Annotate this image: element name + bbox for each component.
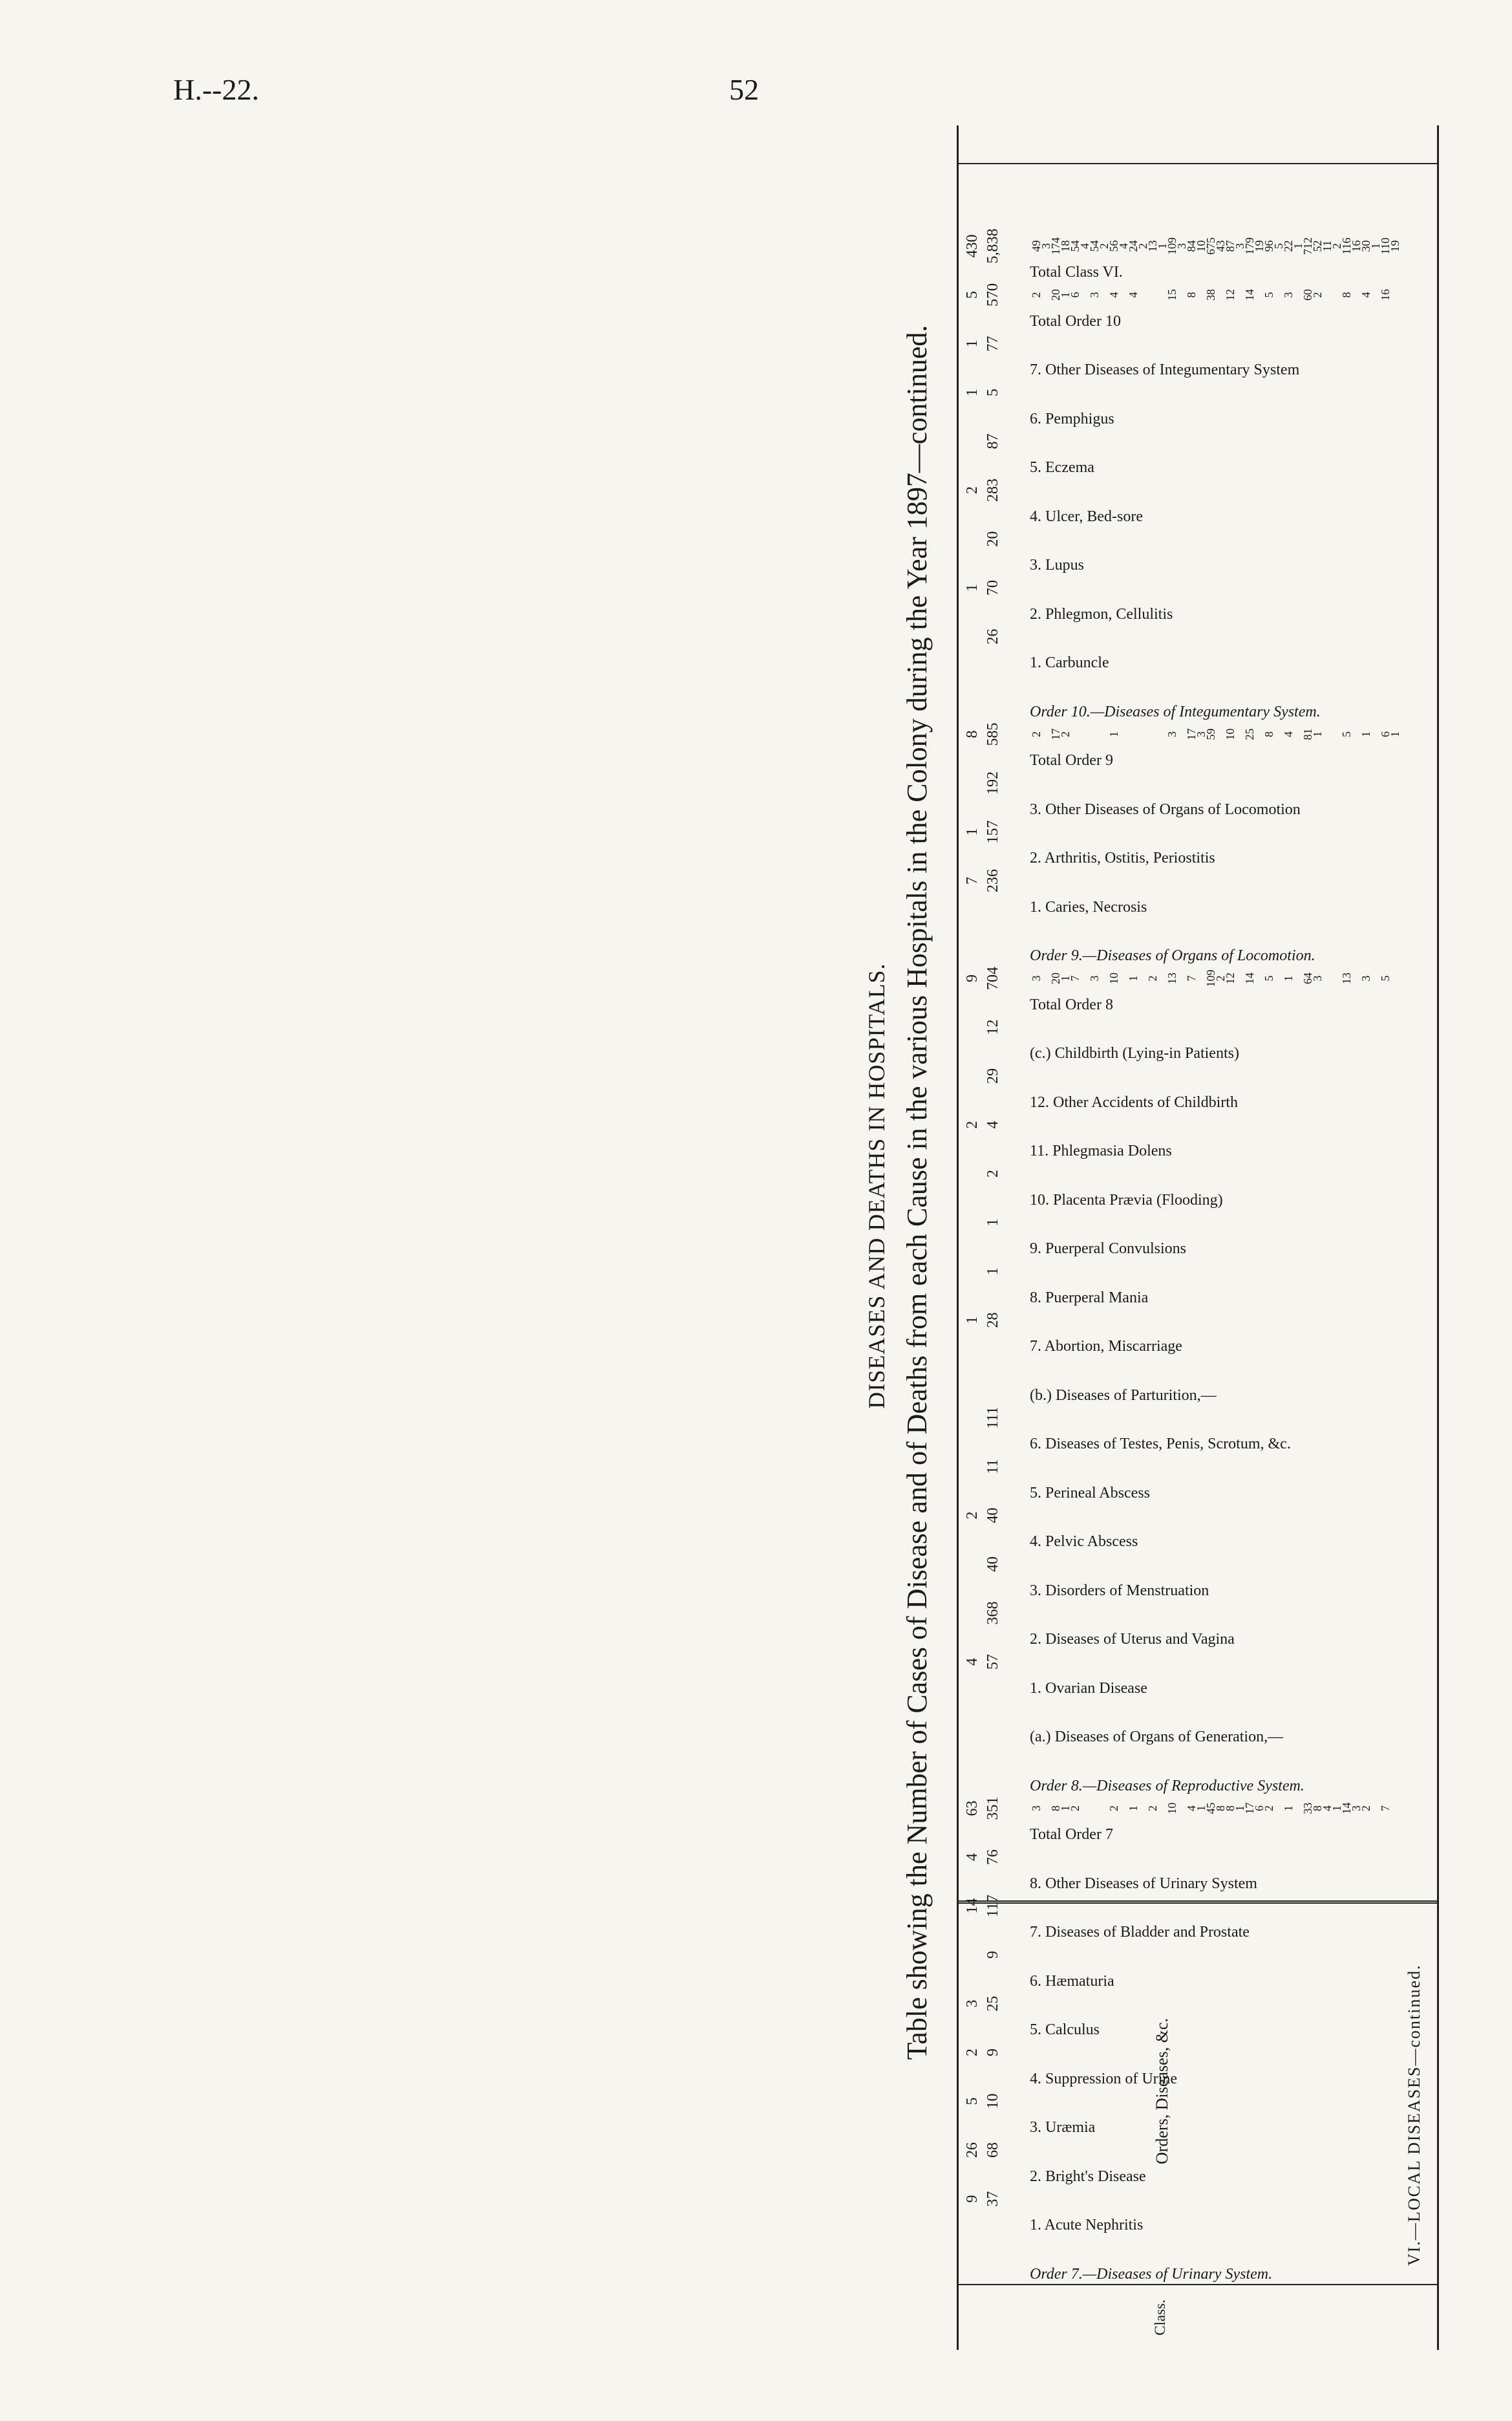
hospital-total-deaths: 5: [1272, 243, 1285, 249]
row-label: 12. Other Accidents of Childbirth: [1030, 1094, 1238, 1111]
hospital-total-cases: 20: [1049, 289, 1062, 301]
total-cases-value: 37: [985, 2191, 1001, 2207]
hospital-total-cases: 10: [1107, 973, 1120, 984]
hospital-total-cases: 96: [1262, 240, 1275, 252]
hospital-total-deaths: 3: [1311, 975, 1324, 982]
hospital-total-deaths: 4: [1078, 243, 1091, 249]
row-label: 8. Other Diseases of Urinary System: [1030, 1875, 1257, 1892]
hospital-total-cases: 13: [1340, 973, 1353, 984]
total-cases-value: 40: [985, 1556, 1001, 1572]
hospital-total-cases: 116: [1340, 237, 1353, 255]
total-deaths-value: 4: [964, 1853, 981, 1861]
hospital-total-cases: 54: [1088, 240, 1101, 252]
row-label: 7. Diseases of Bladder and Prostate: [1030, 1924, 1250, 1941]
hospital-total-cases: 10: [1166, 1802, 1178, 1814]
total-cases-value: 570: [985, 283, 1001, 307]
row-label: 2. Diseases of Uterus and Vagina: [1030, 1631, 1235, 1648]
row-label: 5. Eczema: [1030, 459, 1094, 477]
hospital-total-cases: 14: [1340, 1802, 1353, 1814]
hospital-total-cases: 4: [1107, 292, 1120, 298]
total-cases-value: 26: [985, 629, 1001, 645]
hospital-total-cases: 22: [1282, 240, 1295, 252]
row-label: 2. Phlegmon, Cellulitis: [1030, 606, 1173, 623]
total-cases-value: 704: [985, 967, 1001, 990]
grid-line: [959, 163, 1437, 164]
hospital-total-cases: 24: [1127, 240, 1140, 252]
row-label: 11. Phlegmasia Dolens: [1030, 1143, 1172, 1160]
row-label: 3. Other Diseases of Organs of Locomotion: [1030, 801, 1301, 818]
total-cases-value: 236: [985, 869, 1001, 892]
total-cases-value: 87: [985, 433, 1001, 449]
hospital-total-cases: 59: [1204, 728, 1217, 740]
hospital-total-cases: 174: [1049, 237, 1062, 255]
total-row-label: Total Order 7: [1030, 1826, 1113, 1844]
row-label: 5. Calculus: [1030, 2021, 1100, 2039]
row-label: 4. Suppression of Urine: [1030, 2071, 1177, 2087]
total-cases-value: 2: [985, 1170, 1001, 1178]
hospital-total-cases: 30: [1359, 240, 1372, 252]
total-deaths-value: 2: [964, 486, 981, 494]
hospital-total-deaths: 18: [1059, 240, 1072, 252]
hospital-total-deaths: 1: [1389, 731, 1401, 737]
hospital-total-cases: 2: [1359, 1805, 1372, 1811]
page-number: 52: [729, 73, 759, 106]
total-deaths-value: 2: [964, 2049, 981, 2056]
hospital-total-cases: 33: [1301, 1802, 1314, 1814]
hospital-total-cases: 5: [1379, 975, 1392, 982]
total-cases-value: 9: [985, 1951, 1001, 1959]
total-row-label: Total Order 9: [1030, 752, 1113, 769]
hospital-total-cases: 6: [1379, 731, 1392, 737]
row-label: 3. Disorders of Menstruation: [1030, 1582, 1209, 1599]
total-deaths-value: 8: [964, 730, 981, 738]
hospital-total-cases: 60: [1301, 289, 1314, 301]
hospital-total-cases: 109: [1166, 237, 1178, 255]
order-heading: Order 9.—Diseases of Organs of Locomotion.: [1030, 947, 1315, 965]
hospital-total-cases: 3: [1282, 292, 1295, 298]
total-cases-value: 57: [985, 1654, 1001, 1670]
hospital-total-deaths: 1: [1156, 243, 1169, 249]
hospital-total-deaths: 1: [1059, 1805, 1072, 1811]
hospital-total-cases: 712: [1301, 237, 1314, 255]
total-cases-value: 5,838: [985, 228, 1001, 264]
total-deaths-value: 1: [964, 584, 981, 592]
row-label: 1. Acute Nephritis: [1030, 2217, 1144, 2234]
hospital-total-deaths: 1: [1330, 1805, 1343, 1811]
row-label: 1. Carbuncle: [1030, 654, 1109, 672]
total-deaths-value: 430: [964, 234, 981, 258]
row-label: 3. Lupus: [1030, 557, 1084, 574]
total-cases-value: 25: [985, 1996, 1001, 2012]
hospital-total-cases: 179: [1243, 237, 1256, 255]
hospital-total-cases: 1: [1282, 975, 1295, 982]
total-deaths-value: 2: [964, 1121, 981, 1129]
total-deaths-value: 1: [964, 389, 981, 396]
order-heading: Order 7.—Diseases of Urinary System.: [1030, 2266, 1273, 2283]
total-deaths-value: 5: [964, 291, 981, 299]
hospital-total-cases: 3: [1030, 975, 1043, 982]
hospital-total-deaths: 43: [1214, 240, 1227, 252]
class-label: VI.—LOCAL DISEASES—continued.: [1405, 1964, 1423, 2266]
row-label: 7. Abortion, Miscarriage: [1030, 1338, 1182, 1355]
total-cases-value: 351: [985, 1796, 1001, 1820]
total-cases-value: 29: [985, 1068, 1001, 1084]
total-row-label: Total Order 8: [1030, 996, 1113, 1013]
hospital-total-cases: 3: [1359, 975, 1372, 982]
hospital-total-cases: 17: [1243, 1802, 1256, 1814]
row-label: 6. Hæmaturia: [1030, 1973, 1114, 1990]
hospital-total-deaths: 1: [1292, 243, 1304, 249]
hospital-total-cases: 8: [1262, 731, 1275, 737]
hospital-total-cases: 64: [1301, 973, 1314, 984]
total-cases-value: 1: [985, 1218, 1001, 1227]
hospital-total-cases: 49: [1030, 240, 1043, 252]
row-label: (c.) Childbirth (Lying-in Patients): [1030, 1045, 1239, 1062]
hospital-total-deaths: 1: [1059, 975, 1072, 982]
total-cases-value: 11: [985, 1459, 1001, 1474]
hospital-total-cases: 8: [1224, 1805, 1237, 1811]
row-label: 4. Pelvic Abscess: [1030, 1533, 1138, 1551]
hospital-total-cases: 4: [1127, 292, 1140, 298]
hospital-total-deaths: 1: [1195, 1805, 1208, 1811]
hospital-total-cases: 7: [1379, 1805, 1392, 1811]
total-cases-value: 76: [985, 1849, 1001, 1865]
total-cases-value: 28: [985, 1312, 1001, 1328]
hospital-total-deaths: 1: [1233, 1805, 1246, 1811]
hospital-total-cases: 1: [1107, 731, 1120, 737]
row-label: 1. Caries, Necrosis: [1030, 899, 1147, 916]
hospital-total-cases: 13: [1146, 240, 1159, 252]
hospital-total-deaths: 2: [1214, 975, 1227, 982]
total-cases-value: 40: [985, 1507, 1001, 1523]
total-deaths-value: 9: [964, 974, 981, 982]
table-subtitle: Table showing the Number of Cases of Disease and of Deaths from each Cause in the various Hospitals in the Colony during the Year 1897—continued.: [901, 325, 933, 2060]
hospital-total-cases: 4: [1185, 1805, 1198, 1811]
hospital-total-deaths: 2: [1311, 292, 1324, 298]
total-deaths-value: 1: [964, 828, 981, 836]
row-label: 4. Ulcer, Bed-sore: [1030, 508, 1143, 525]
total-cases-value: 1: [985, 1267, 1001, 1275]
hospital-table: [957, 125, 1439, 2350]
hospital-total-cases: 2: [1262, 1805, 1275, 1811]
total-cases-value: 283: [985, 479, 1001, 502]
hospital-total-cases: 12: [1224, 289, 1237, 301]
hospital-total-deaths: 16: [1350, 240, 1363, 252]
hospital-total-cases: 5: [1340, 731, 1353, 737]
hospital-total-deaths: 2: [1330, 243, 1343, 249]
hospital-total-cases: 10: [1224, 728, 1237, 740]
hospital-total-deaths: 19: [1253, 240, 1266, 252]
total-deaths-value: 5: [964, 2097, 981, 2105]
hospital-total-deaths: 2: [1136, 243, 1149, 249]
hospital-total-cases: 8: [1340, 292, 1353, 298]
hospital-total-deaths: 19: [1389, 240, 1401, 252]
hospital-total-cases: 2: [1146, 975, 1159, 982]
hospital-total-cases: 4: [1359, 292, 1372, 298]
hospital-total-cases: 16: [1379, 289, 1392, 301]
hospital-total-cases: 2: [1146, 1805, 1159, 1811]
hospital-total-cases: 14: [1243, 973, 1256, 984]
report-reference: H.--22.: [173, 73, 259, 106]
hospital-total-cases: 13: [1166, 973, 1178, 984]
total-cases-value: 117: [985, 1894, 1001, 1918]
hospital-total-deaths: 6: [1253, 1805, 1266, 1811]
hospital-total-cases: 12: [1224, 973, 1237, 984]
hospital-total-deaths: 3: [1350, 1805, 1363, 1811]
hospital-total-cases: 8: [1185, 292, 1198, 298]
row-label: (a.) Diseases of Organs of Generation,—: [1030, 1728, 1284, 1746]
row-label: (b.) Diseases of Parturition,—: [1030, 1387, 1217, 1404]
hospital-total-cases: 17: [1185, 728, 1198, 740]
total-cases-value: 77: [985, 336, 1001, 352]
hospital-total-cases: 109: [1204, 969, 1217, 987]
total-cases-value: 70: [985, 580, 1001, 596]
grid-line: [959, 2284, 1437, 2285]
total-row-label: Total Order 10: [1030, 313, 1121, 330]
total-cases-value: 157: [985, 820, 1001, 844]
order-heading: Order 8.—Diseases of Reproductive System.: [1030, 1778, 1304, 1794]
total-deaths-value: 4: [964, 1658, 981, 1666]
hospital-total-cases: 5: [1262, 975, 1275, 982]
hospital-total-cases: 3: [1166, 731, 1178, 737]
total-cases-value: 192: [985, 771, 1001, 795]
hospital-total-deaths: 1: [1369, 243, 1382, 249]
total-cases-value: 5: [985, 389, 1001, 396]
total-deaths-value: 63: [964, 1800, 981, 1816]
hospital-total-cases: 1: [1359, 731, 1372, 737]
hospital-total-deaths: 2: [1098, 243, 1111, 249]
hospital-total-cases: 84: [1185, 240, 1198, 252]
hospital-total-deaths: 1: [1059, 292, 1072, 298]
hospital-total-deaths: 3: [1175, 243, 1188, 249]
hospital-total-cases: 4: [1321, 1805, 1334, 1811]
total-cases-value: 12: [985, 1019, 1001, 1035]
hospital-total-deaths: 3: [1195, 731, 1208, 737]
order-heading: Order 10.—Diseases of Integumentary System.: [1030, 704, 1321, 720]
hospital-total-deaths: 8: [1214, 1805, 1227, 1811]
class-header: Class.: [1152, 2299, 1168, 2336]
total-cases-value: 9: [985, 2049, 1001, 2056]
hospital-total-cases: 56: [1107, 240, 1120, 252]
total-row-label: Total Class VI.: [1030, 264, 1123, 281]
hospital-total-deaths: 3: [1233, 243, 1246, 249]
total-cases-value: 368: [985, 1601, 1001, 1625]
row-label: 5. Perineal Abscess: [1030, 1485, 1150, 1501]
hospital-total-cases: 7: [1069, 975, 1081, 982]
hospital-total-cases: 17: [1049, 728, 1062, 740]
row-label: 3. Uræmia: [1030, 2119, 1096, 2136]
orders-header: Orders, Diseases, &c.: [1153, 2018, 1171, 2164]
hospital-total-cases: 1: [1127, 1805, 1140, 1811]
hospital-total-cases: 3: [1088, 975, 1101, 982]
row-label: 6. Pemphigus: [1030, 411, 1114, 427]
hospital-total-deaths: 1: [1311, 731, 1324, 737]
table-title: DISEASES AND DEATHS IN HOSPITALS.: [864, 963, 889, 1409]
row-label: 8. Puerperal Mania: [1030, 1289, 1149, 1306]
hospital-total-cases: 8: [1049, 1805, 1062, 1811]
hospital-total-deaths: 52: [1311, 240, 1324, 252]
total-cases-value: 20: [985, 531, 1001, 547]
row-label: 2. Bright's Disease: [1030, 2168, 1146, 2185]
hospital-total-cases: 15: [1166, 289, 1178, 301]
hospital-total-cases: 45: [1204, 1802, 1217, 1814]
total-deaths-value: 14: [964, 1898, 981, 1914]
hospital-total-deaths: 4: [1117, 243, 1130, 249]
total-deaths-value: 9: [964, 2195, 981, 2203]
hospital-total-cases: 81: [1301, 728, 1314, 740]
hospital-total-cases: 3: [1030, 1805, 1043, 1811]
grid-line: [959, 1900, 1437, 1904]
total-deaths-value: 1: [964, 1316, 981, 1324]
hospital-total-cases: 4: [1282, 731, 1295, 737]
hospital-total-cases: 2: [1107, 1805, 1120, 1811]
total-cases-value: 4: [985, 1121, 1001, 1129]
row-label: 7. Other Diseases of Integumentary System: [1030, 361, 1300, 379]
hospital-total-cases: 14: [1243, 289, 1256, 301]
total-deaths-value: 3: [964, 1999, 981, 2008]
hospital-total-cases: 11: [1321, 240, 1334, 252]
hospital-total-cases: 1: [1127, 975, 1140, 982]
hospital-total-cases: 20: [1049, 973, 1062, 984]
hospital-total-cases: 1: [1282, 1805, 1295, 1811]
total-deaths-value: 26: [964, 2142, 981, 2158]
hospital-total-cases: 6: [1069, 292, 1081, 298]
total-cases-value: 585: [985, 722, 1001, 746]
hospital-total-cases: 2: [1030, 731, 1043, 737]
hospital-total-cases: 25: [1243, 728, 1256, 740]
hospital-total-cases: 110: [1379, 237, 1392, 255]
row-label: 6. Diseases of Testes, Penis, Scrotum, &c.: [1030, 1436, 1291, 1453]
total-deaths-value: 1: [964, 339, 981, 348]
hospital-total-cases: 87: [1224, 240, 1237, 252]
total-deaths-value: 7: [964, 877, 981, 885]
hospital-total-deaths: 2: [1059, 731, 1072, 737]
hospital-total-cases: 54: [1069, 240, 1081, 252]
total-cases-value: 68: [985, 2142, 1001, 2158]
hospital-total-cases: 3: [1088, 292, 1101, 298]
total-deaths-value: 2: [964, 1511, 981, 1520]
total-cases-value: 10: [985, 2093, 1001, 2109]
hospital-total-cases: 38: [1204, 289, 1217, 301]
hospital-total-deaths: 8: [1311, 1805, 1324, 1811]
hospital-total-cases: 2: [1030, 292, 1043, 298]
hospital-total-cases: 5: [1262, 292, 1275, 298]
row-label: 9. Puerperal Convulsions: [1030, 1240, 1186, 1258]
row-label: 10. Placenta Prævia (Flooding): [1030, 1192, 1223, 1209]
hospital-total-cases: 2: [1069, 1805, 1081, 1811]
row-label: 2. Arthritis, Ostitis, Periostitis: [1030, 850, 1215, 867]
hospital-total-deaths: 10: [1195, 240, 1208, 252]
total-cases-value: 111: [985, 1406, 1001, 1429]
row-label: 1. Ovarian Disease: [1030, 1680, 1147, 1697]
hospital-total-cases: 675: [1204, 237, 1217, 255]
hospital-total-deaths: 3: [1039, 243, 1052, 249]
hospital-total-cases: 7: [1185, 975, 1198, 982]
